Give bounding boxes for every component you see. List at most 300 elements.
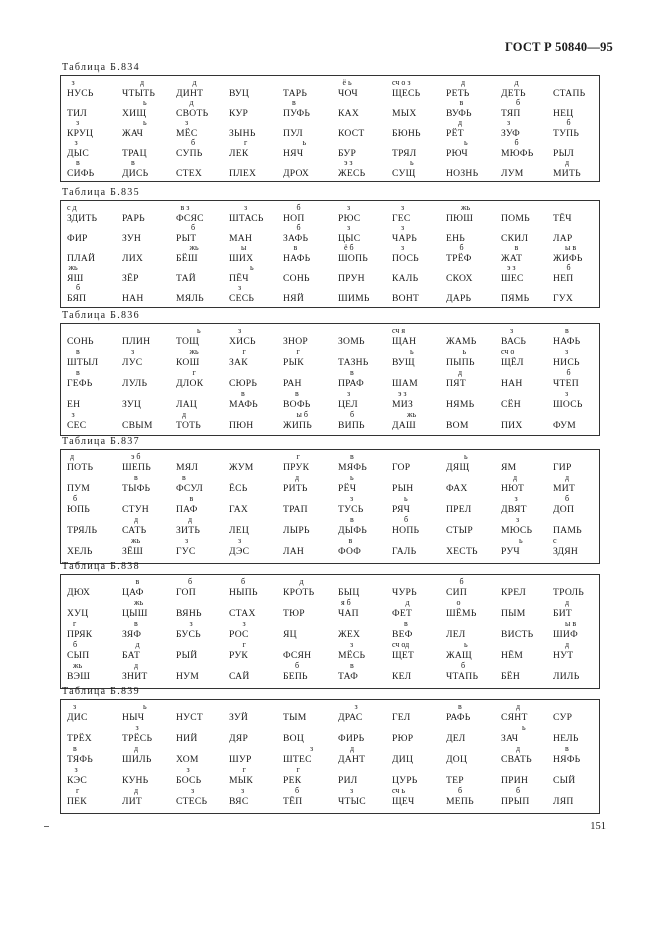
diacritic-mark: б <box>458 786 463 795</box>
syllable-word: ШУР <box>229 754 252 765</box>
word-cell <box>338 79 396 99</box>
syllable-word: ТЫФЬ <box>122 483 151 494</box>
syllable-word: ТАРЬ <box>283 88 308 99</box>
diacritic-mark: г <box>242 347 246 356</box>
word-cell <box>446 474 504 494</box>
table-row <box>61 453 599 473</box>
syllable-word: СКИЛ <box>501 233 529 244</box>
word-cell <box>283 724 341 744</box>
syllable-word: ЛЕК <box>229 148 249 159</box>
syllable-word: КАЛЬ <box>392 273 419 284</box>
syllable-word: ПОМЬ <box>501 213 530 224</box>
diacritic-mark: з <box>347 203 351 212</box>
syllable-word: ТАЙ <box>176 273 196 284</box>
syllable-word: МЯЛ <box>176 462 199 473</box>
word-cell <box>392 578 450 598</box>
word-cell <box>553 119 611 139</box>
diacritic-mark: д <box>461 78 466 87</box>
syllable-word: РЫТ <box>176 233 197 244</box>
diacritic-mark: ь <box>464 452 468 461</box>
word-cell <box>501 724 559 744</box>
syllable-word: ЧТЕП <box>553 378 579 389</box>
table-caption: Таблица Б.835 <box>62 187 140 198</box>
syllable-word: НЕП <box>553 273 574 284</box>
diacritic-mark: д <box>192 78 197 87</box>
syllable-word: КОСТ <box>338 128 365 139</box>
syllable-word: ЖИПЬ <box>283 420 312 431</box>
diacritic-mark: г <box>244 138 248 147</box>
diacritic-mark: жь <box>407 410 417 419</box>
word-cell <box>553 264 611 284</box>
diacritic-mark: з <box>350 640 354 649</box>
word-cell <box>338 537 396 557</box>
syllable-word: ЗУЦ <box>122 399 142 410</box>
syllable-word: ПЛИН <box>122 336 151 347</box>
syllable-word: КУНЬ <box>122 775 149 786</box>
diacritic-mark: з <box>347 223 351 232</box>
diacritic-mark: д <box>565 640 570 649</box>
word-cell <box>122 662 180 682</box>
syllable-word: ЯЦ <box>283 629 297 640</box>
diacritic-mark: в з <box>180 203 190 212</box>
diacritic-mark: сч ь <box>392 786 406 795</box>
syllable-word: ТЕР <box>446 775 464 786</box>
syllable-word: ЗЯФ <box>122 629 142 640</box>
word-cell <box>283 537 341 557</box>
syllable-word: ПЮН <box>229 420 254 431</box>
syllable-word: НЫЧ <box>122 712 145 723</box>
word-cell <box>392 599 450 619</box>
word-cell <box>122 244 180 264</box>
word-cell <box>283 474 341 494</box>
word-cell <box>338 411 396 431</box>
syllable-word: СУПЬ <box>176 148 203 159</box>
word-cell <box>501 390 559 410</box>
diacritic-mark: э б <box>131 452 141 461</box>
syllable-word: ПРЫП <box>501 796 530 807</box>
syllable-word: ДЯР <box>229 733 249 744</box>
diacritic-mark: ы <box>241 243 247 252</box>
syllable-word: ГУХ <box>553 293 574 304</box>
syllable-word: ПЮШ <box>446 213 474 224</box>
syllable-word: ХЕЛЬ <box>67 546 93 557</box>
syllable-word: ЧУРЬ <box>392 587 417 598</box>
word-cell <box>176 348 234 368</box>
diacritic-mark: в <box>292 98 296 107</box>
syllable-word: ВУЦ <box>229 88 250 99</box>
diacritic-mark: жь <box>461 203 471 212</box>
syllable-word: МЮСЬ <box>501 525 533 536</box>
diacritic-mark: д <box>405 598 410 607</box>
word-cell <box>229 787 287 807</box>
word-cell <box>283 327 341 347</box>
word-cell <box>501 244 559 264</box>
word-cell <box>122 495 180 515</box>
diacritic-mark: ь <box>410 158 414 167</box>
word-cell <box>229 411 287 431</box>
word-cell <box>392 264 450 284</box>
word-cell <box>229 244 287 264</box>
syllable-word: ГОР <box>392 462 411 473</box>
word-cell <box>283 119 341 139</box>
syllable-word: СЮРЬ <box>229 378 258 389</box>
word-cell <box>122 516 180 536</box>
syllable-word: ЧАРЬ <box>392 233 418 244</box>
syllable-word: СВОТЬ <box>176 108 209 119</box>
table-caption: Таблица Б.834 <box>62 62 140 73</box>
word-cell <box>392 724 450 744</box>
syllable-word: ВОМ <box>446 420 469 431</box>
table-row <box>61 620 599 640</box>
word-cell <box>338 787 396 807</box>
syllable-word: ГЕС <box>392 213 411 224</box>
syllable-word: ПРУК <box>283 462 310 473</box>
word-cell <box>446 139 504 159</box>
word-cell <box>338 369 396 389</box>
syllable-word: ТЮР <box>283 608 305 619</box>
syllable-word: СВАТЬ <box>501 754 532 765</box>
diacritic-mark: ь <box>250 263 254 272</box>
syllable-word: НЕЦ <box>553 108 574 119</box>
diacritic-mark: в <box>565 744 569 753</box>
word-cell <box>176 119 234 139</box>
word-cell <box>446 327 504 347</box>
syllable-word: ЯШ <box>67 273 84 284</box>
word-cell <box>122 79 180 99</box>
syllable-word: ЦЕЛ <box>338 399 358 410</box>
syllable-word: ЧТЫС <box>338 796 366 807</box>
syllable-word: ВИПЬ <box>338 420 365 431</box>
syllable-word: НАН <box>501 378 523 389</box>
word-cell <box>338 453 396 473</box>
word-cell <box>338 495 396 515</box>
syllable-word: ВУФЬ <box>446 108 472 119</box>
word-cell <box>67 766 125 786</box>
word-cell <box>67 411 125 431</box>
word-cell <box>338 348 396 368</box>
diacritic-mark: з <box>310 744 314 753</box>
word-cell <box>229 204 287 224</box>
syllable-word: ШИМЬ <box>338 293 370 304</box>
diacritic-mark: б <box>459 243 464 252</box>
syllable-word: КУР <box>229 108 249 119</box>
diacritic-mark: б <box>461 661 466 670</box>
word-cell <box>229 453 287 473</box>
diacritic-mark: жь <box>134 598 144 607</box>
syllable-word: МИТЬ <box>553 168 581 179</box>
word-cell <box>176 327 234 347</box>
word-cell <box>553 453 611 473</box>
syllable-word: ПУЛ <box>283 128 303 139</box>
word-cell <box>553 474 611 494</box>
word-cell <box>176 264 234 284</box>
word-cell <box>229 766 287 786</box>
diacritic-mark: д <box>565 598 570 607</box>
syllable-word: ЛАР <box>553 233 573 244</box>
syllable-word: БАТ <box>122 650 141 661</box>
syllable-word: ЗАЧ <box>501 733 519 744</box>
syllable-word: ЮПЬ <box>67 504 91 515</box>
syllable-word: ГИР <box>553 462 572 473</box>
word-cell <box>392 787 450 807</box>
syllable-word: ТРЁХ <box>67 733 92 744</box>
syllable-word: НОПЬ <box>392 525 420 536</box>
diacritic-mark: ы б <box>296 410 308 419</box>
syllable-word: ЗНИТ <box>122 671 148 682</box>
syllable-word: ШЕС <box>501 273 524 284</box>
word-cell <box>338 641 396 661</box>
word-cell <box>122 641 180 661</box>
word-cell <box>446 99 504 119</box>
word-cell <box>67 537 125 557</box>
syllable-word: ВОЦ <box>283 733 305 744</box>
diacritic-mark: г <box>242 765 246 774</box>
word-cell <box>122 139 180 159</box>
diacritic-mark: ь <box>350 473 354 482</box>
syllable-word: ЦАФ <box>122 587 144 598</box>
syllable-word: ЗАК <box>229 357 248 368</box>
syllable-word: РЮС <box>338 213 361 224</box>
syllable-word: ЛЯП <box>553 796 574 807</box>
syllable-word: ПОТЬ <box>67 462 94 473</box>
syllable-word: НИЙ <box>176 733 198 744</box>
syllable-word: ЖЕХ <box>338 629 361 640</box>
word-cell <box>283 453 341 473</box>
syllable-word: ТЯФЬ <box>67 754 93 765</box>
word-cell <box>176 139 234 159</box>
word-cell <box>446 119 504 139</box>
syllable-word: ВАСЬ <box>501 336 527 347</box>
syllable-word: НЯЙ <box>283 293 305 304</box>
word-cell <box>122 99 180 119</box>
diacritic-mark: б <box>296 203 301 212</box>
syllable-word: ТАФ <box>338 671 359 682</box>
word-cell <box>122 224 180 244</box>
diacritic-mark: ь <box>464 640 468 649</box>
word-cell <box>338 390 396 410</box>
word-cell <box>446 204 504 224</box>
syllable-word: РЁЧ <box>338 483 357 494</box>
syllable-word: ТУПЬ <box>553 128 580 139</box>
diacritic-mark: г <box>242 640 246 649</box>
table-row <box>61 284 599 304</box>
word-cell <box>283 578 341 598</box>
diacritic-mark: д <box>514 78 519 87</box>
word-cell <box>229 537 287 557</box>
word-table <box>60 75 600 182</box>
word-cell <box>501 79 559 99</box>
syllable-word: ГУС <box>176 546 196 557</box>
word-cell <box>176 703 234 723</box>
word-cell <box>338 620 396 640</box>
word-cell <box>501 411 559 431</box>
syllable-word: НЕЛЬ <box>553 733 579 744</box>
word-cell <box>176 787 234 807</box>
syllable-word: ШИФ <box>553 629 578 640</box>
diacritic-mark: д <box>70 452 75 461</box>
word-cell <box>553 244 611 264</box>
syllable-word: ДАНТ <box>338 754 366 765</box>
syllable-word: МАН <box>229 233 253 244</box>
syllable-word: ВЯНЬ <box>176 608 202 619</box>
syllable-word: МЫХ <box>392 108 417 119</box>
word-cell <box>176 662 234 682</box>
table-row <box>61 159 599 179</box>
syllable-word: СЫП <box>67 650 90 661</box>
syllable-word: НЫПЬ <box>229 587 258 598</box>
word-cell <box>283 369 341 389</box>
word-cell <box>392 641 450 661</box>
syllable-word: СТЕХ <box>176 168 203 179</box>
word-cell <box>122 537 180 557</box>
diacritic-mark: б <box>516 786 521 795</box>
word-cell <box>122 264 180 284</box>
diacritic-mark: з <box>185 536 189 545</box>
word-cell <box>446 599 504 619</box>
diacritic-mark: з <box>241 786 245 795</box>
syllable-word: НУСЬ <box>67 88 94 99</box>
word-cell <box>67 264 125 284</box>
syllable-word: ЛУЛЬ <box>122 378 148 389</box>
word-cell <box>229 369 287 389</box>
word-cell <box>338 516 396 536</box>
syllable-word: СЕС <box>67 420 87 431</box>
word-cell <box>283 703 341 723</box>
word-cell <box>67 641 125 661</box>
syllable-word: ДИСЬ <box>122 168 149 179</box>
syllable-word: ЖАМЬ <box>446 336 477 347</box>
syllable-word: ЕН <box>67 399 81 410</box>
diacritic-mark: в <box>293 243 298 252</box>
word-cell <box>501 703 559 723</box>
word-cell <box>67 703 125 723</box>
word-cell <box>283 224 341 244</box>
syllable-word: НУТ <box>553 650 574 661</box>
word-cell <box>338 139 396 159</box>
syllable-word: КЭС <box>67 775 87 786</box>
syllable-word: ФОФ <box>338 546 362 557</box>
word-cell <box>501 159 559 179</box>
syllable-word: НЮТ <box>501 483 525 494</box>
syllable-word: ТРЯЛЬ <box>67 525 98 536</box>
word-cell <box>176 495 234 515</box>
syllable-word: ПИХ <box>501 420 523 431</box>
syllable-word: МИТ <box>553 483 576 494</box>
word-cell <box>338 578 396 598</box>
word-cell <box>446 244 504 264</box>
word-cell <box>67 599 125 619</box>
diacritic-mark: в <box>350 661 354 670</box>
diacritic-mark: з <box>186 765 190 774</box>
syllable-word: ШОПЬ <box>338 253 369 264</box>
diacritic-mark: г <box>192 368 196 377</box>
syllable-word: ДЫФЬ <box>338 525 367 536</box>
syllable-word: БЯП <box>67 293 87 304</box>
word-cell <box>501 662 559 682</box>
diacritic-mark: д <box>513 473 518 482</box>
syllable-word: НОП <box>283 213 305 224</box>
diacritic-mark: ь <box>404 494 408 503</box>
word-cell <box>67 139 125 159</box>
diacritic-mark: б <box>295 786 300 795</box>
word-cell <box>67 662 125 682</box>
word-cell <box>229 745 287 765</box>
word-cell <box>446 703 504 723</box>
syllable-word: ХЕСТЬ <box>446 546 478 557</box>
word-cell <box>283 787 341 807</box>
syllable-word: ЕНЬ <box>446 233 466 244</box>
word-cell <box>446 159 504 179</box>
diacritic-mark: г <box>296 452 300 461</box>
diacritic-mark: з <box>74 138 78 147</box>
word-cell <box>501 284 559 304</box>
word-cell <box>392 516 450 536</box>
word-cell <box>501 599 559 619</box>
syllable-word: ЖЕСЬ <box>338 168 366 179</box>
syllable-word: ЗОМЬ <box>338 336 365 347</box>
word-cell <box>501 641 559 661</box>
diacritic-mark: д <box>134 661 139 670</box>
word-cell <box>553 620 611 640</box>
syllable-word: ДЭС <box>229 546 250 557</box>
syllable-word: БЫЦ <box>338 587 360 598</box>
syllable-word: ВЕФ <box>392 629 413 640</box>
word-cell <box>501 204 559 224</box>
word-cell <box>229 662 287 682</box>
diacritic-mark: ь <box>519 536 523 545</box>
word-cell <box>283 204 341 224</box>
syllable-word: ЯМ <box>501 462 517 473</box>
syllable-word: НОЗНЬ <box>446 168 479 179</box>
diacritic-mark: в <box>459 98 464 107</box>
word-cell <box>229 474 287 494</box>
diacritic-mark: д <box>516 744 521 753</box>
syllable-word: ПУФЬ <box>283 108 311 119</box>
diacritic-mark: д <box>134 515 139 524</box>
word-cell <box>338 745 396 765</box>
word-cell <box>392 79 450 99</box>
word-cell <box>501 516 559 536</box>
diacritic-mark: в <box>135 577 140 586</box>
syllable-word: НАФЬ <box>283 253 311 264</box>
diacritic-mark: в <box>350 515 354 524</box>
table-row <box>61 139 599 159</box>
syllable-word: СЯНТ <box>501 712 528 723</box>
word-cell <box>176 516 234 536</box>
syllable-word: ЧТАПЬ <box>446 671 479 682</box>
word-cell <box>501 620 559 640</box>
syllable-word: РЮР <box>392 733 414 744</box>
word-cell <box>446 369 504 389</box>
diacritic-mark: в <box>134 619 138 628</box>
word-cell <box>338 327 396 347</box>
diacritic-mark: ь <box>464 138 468 147</box>
word-cell <box>229 641 287 661</box>
syllable-word: ФИРЬ <box>338 733 365 744</box>
syllable-word: ПЫПЬ <box>446 357 475 368</box>
diacritic-mark: з <box>191 786 195 795</box>
syllable-word: СУР <box>553 712 573 723</box>
word-cell <box>229 516 287 536</box>
word-cell <box>446 495 504 515</box>
syllable-word: СУЩ <box>392 168 416 179</box>
table-row <box>61 578 599 598</box>
diacritic-mark: з <box>516 515 520 524</box>
syllable-word: МЁС <box>176 128 198 139</box>
syllable-word: ПЛЕХ <box>229 168 257 179</box>
syllable-word: ЛАН <box>283 546 305 557</box>
word-cell <box>446 516 504 536</box>
